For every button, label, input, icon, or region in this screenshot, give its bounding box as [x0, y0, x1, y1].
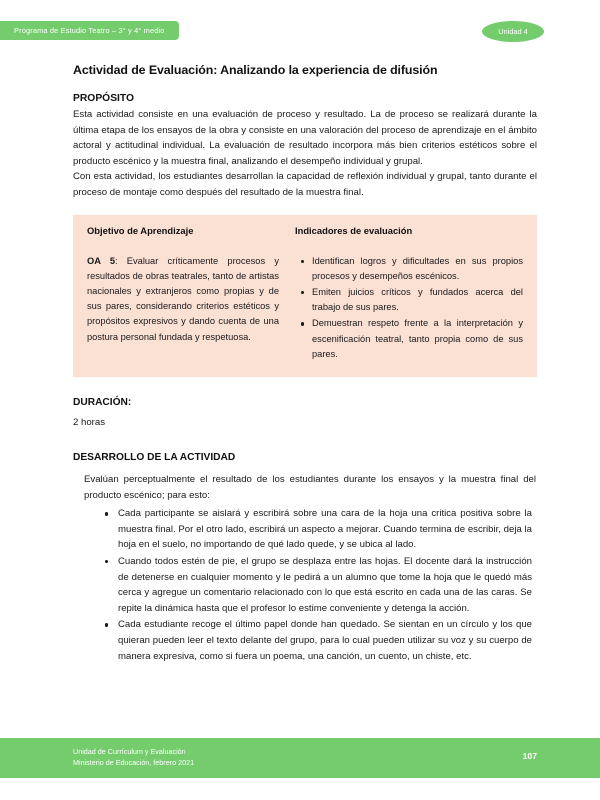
page-title: Actividad de Evaluación: Analizando la experiencia de difusión — [73, 63, 438, 77]
oa-statement — [87, 254, 279, 345]
list-item: Cada estudiante recoge el último papel donde han quedado. Se sientan en un círculo y los que quieran pueden leer el texto delante del grupo, para lo cual pueden utilizar su voz y su cuerpo de manera expresiva, como si fuera un poema, una canción, un cuento, un chiste, etc. — [118, 617, 537, 664]
table-column-objetivo — [73, 225, 291, 363]
proposito-heading: PROPÓSITO — [73, 93, 135, 104]
proposito-paragraph-1: Esta actividad consiste en una evaluación de proceso y resultado. La de proceso se realizará durante la última etapa de los ensayos de la obra y consiste en una valoración del proceso de aprendizaje en el ámbito actoral y actitudinal individual. La evaluación de resultado incorpora más bien criterios estéticos sobre el producto escénico y la muestra final, analizando el desempeño individual y grupal. — [73, 109, 537, 167]
unit-badge: Unidad 4 — [482, 21, 544, 42]
list-item: Emiten juicios críticos y fundados acerca del trabajo de sus pares. — [312, 285, 523, 315]
oa-code: OA 5 — [87, 255, 115, 266]
page-number: 107 — [522, 751, 537, 761]
duracion-heading: DURACIÓN: — [73, 396, 132, 408]
footer-institution — [73, 747, 194, 768]
footer-line-2: Ministerio de Educación, febrero 2021 — [73, 757, 195, 767]
footer-line-1: Unidad de Currículum y Evaluación — [73, 747, 186, 756]
desarrollo-steps-list — [73, 506, 537, 664]
list-item: Identifican logros y dificultades en sus propios procesos y desempeños escénicos. — [312, 254, 523, 284]
indicadores-list — [295, 254, 523, 362]
program-tab: Programa de Estudio Teatro – 3° y 4° medio — [0, 21, 179, 40]
duracion-value: 2 horas — [73, 416, 105, 428]
list-item: Demuestran respeto frente a la interpretación y escenificación teatral, tanto propia como de sus pares. — [312, 316, 523, 362]
table-header-objetivo: Objetivo de Aprendizaje — [87, 224, 194, 236]
list-item: Cada participante se aislará y escribirá sobre una cara de la hoja una critica positiva sobre la muestra final. Por el otro lado, escribirá un aspecto a mejorar. Cuando termina de escribir, deja la hoja en el suelo, no importando de qué lado quede, y se ubica al lado. — [118, 506, 537, 553]
page-content — [73, 0, 537, 665]
page-footer — [0, 738, 600, 778]
proposito-paragraph-2: Con esta actividad, los estudiantes desarrollan la capacidad de reflexión individual y grupal, tanto durante el proceso de montaje como después del resultado de la muestra final. — [73, 171, 537, 198]
desarrollo-heading: DESARROLLO DE LA ACTIVIDAD — [73, 451, 236, 463]
oa-description: : Evaluar críticamente procesos y resultados de obras teatrales, tanto de artistas nacionales y extranjeros como propias y de sus pares, considerando criterios estéticos y propósitos expresivos y dando cuenta de una postura personal fundada y respetuosa. — [87, 255, 279, 342]
objetivo-indicadores-table — [73, 215, 537, 377]
table-column-indicadores — [291, 225, 537, 363]
desarrollo-intro: Evalúan perceptualmente el resultado de los estudiantes durante los ensayos y la muestra final del producto escénico; para esto: — [84, 473, 536, 501]
list-item: Cuando todos estén de pie, el grupo se desplaza entre las hojas. El docente dará la instrucción de detenerse en cualquier momento y le pedirá a un alumno que tome la hoja que le quedó más cerca y agregue un comentario relacionado con lo que está escrito en cada una de las caras. Se repite la dinámica hasta que el profesor lo estime conveniente y detenga la acción. — [118, 554, 537, 616]
table-header-indicadores: Indicadores de evaluación — [295, 224, 413, 236]
